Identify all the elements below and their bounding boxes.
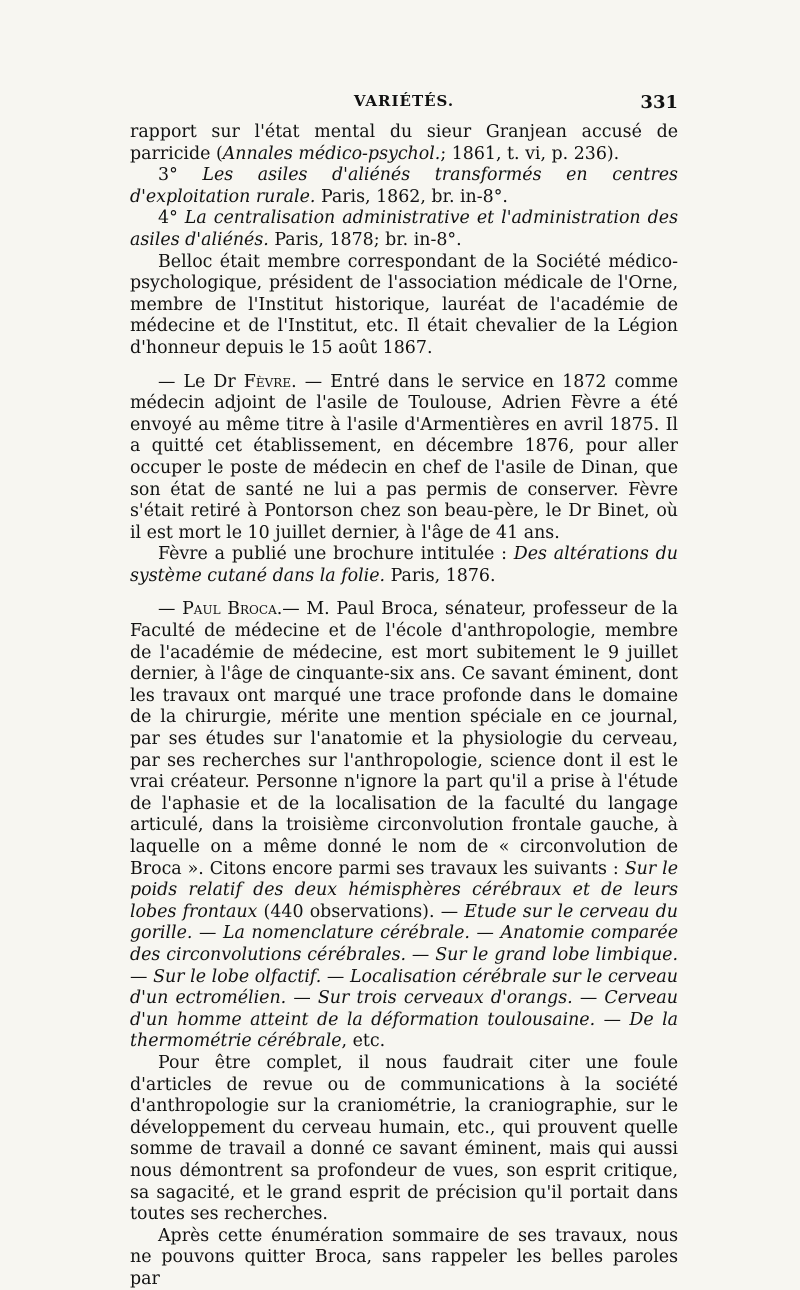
running-head [130, 92, 678, 116]
body-text [130, 122, 678, 1290]
paragraph-fevre: — Le Dr Fèvre. — Entré dans le service en 1872 comme médecin adjoint de l'asile de Toulouse, Adrien Fèvre a été envoyé au même titre à l'asile d'Armentières en avril 1875. Il a quitté cet établissement, en décembre 1876, pour aller occuper le poste de médecin en chef de l'asile de Dinan, que son état de santé ne lui a pas permis de conserver. Fèvre s'était retiré à Pontorson chez son beau-père, le Dr Binet, où il est mort le 10 juillet dernier, à l'âge de 41 ans. [130, 371, 678, 543]
paragraph-asiles-rurale: 3° Les asiles d'aliénés transformés en centres d'exploitation rurale. Paris, 1862, br. in-8°. [130, 165, 678, 207]
paragraph-broca: — Paul Broca.— M. Paul Broca, sénateur, professeur de la Faculté de médecine et de l'école d'anthropologie, membre de l'académie de médecine, est mort subitement le 9 juillet dernier, à l'âge de cinquante-six ans. Ce savant éminent, dont les travaux ont marqué une trace profonde dans le domaine de la chirurgie, mérite une mention spéciale en ce journal, par ses études sur l'anatomie et la physiologie du cerveau, par ses recherches sur l'anthropologie, science dont il est le vrai créateur. Personne n'ignore la part qu'il a prise à l'étude de l'aphasie et de la localisation de la faculté du langage articulé, dans la troisième circonvolution frontale gauche, à laquelle on a même donné le nom de « circonvolution de Broca ». Citons encore parmi ses travaux les suivants : Sur le poids relatif des deux hémisphères cérébraux et de leurs lobes frontaux (440 observations). — Etude sur le cerveau du gorille. — La nomenclature cérébrale. — Anatomie comparée des circonvolutions cérébrales. — Sur le grand lobe limbique. — Sur le lobe olfactif. — Localisation cérébrale sur le cerveau d'un ectromélien. — Sur trois cerveaux d'orangs. — Cerveau d'un homme atteint de la déformation toulousaine. — De la thermométrie cérébrale, etc. [130, 599, 679, 1052]
paragraph-fevre-brochure: Fèvre a publié une brochure intitulée : Des altérations du système cutané dans la folie. Paris, 1876. [130, 544, 678, 586]
paragraph-broca-articles: Pour être complet, il nous faudrait citer une foule d'articles de revue ou de communications à la société d'anthropologie sur la craniométrie, la craniographie, sur le développement du cerveau humain, etc., qui prouvent quelle somme de travail a donné ce savant éminent, mais qui aussi nous démontrent sa profondeur de vues, son esprit critique, sa sagacité, et le grand esprit de précision qu'il portait dans toutes ses recherches. [130, 1052, 678, 1225]
name-fevre: Fèvre. [243, 371, 297, 392]
paragraph-broca-paroles: Après cette énumération sommaire de ses travaux, nous ne pouvons quitter Broca, sans rappeler les belles paroles par [130, 1225, 678, 1289]
paragraph-centralisation: 4° La centralisation administrative et l'administration des asiles d'aliénés. Paris, 1878; br. in-8°. [130, 208, 678, 250]
page-number: 331 [640, 92, 678, 113]
paragraph-belloc: Belloc était membre correspondant de la Société médico-psychologique, président de l'association médicale de l'Orne, membre de l'Institut historique, lauréat de l'académie de médecine et de l'Institut, etc. Il était chevalier de la Légion d'honneur depuis le 15 août 1867. [130, 251, 678, 358]
section-title: VARIÉTÉS. [353, 92, 455, 110]
paragraph-granjean: rapport sur l'état mental du sieur Granjean accusé de parricide (Annales médico-psychol.; 1861, t. vi, p. 236). [130, 122, 678, 164]
name-broca: Paul Broca. [182, 599, 283, 620]
